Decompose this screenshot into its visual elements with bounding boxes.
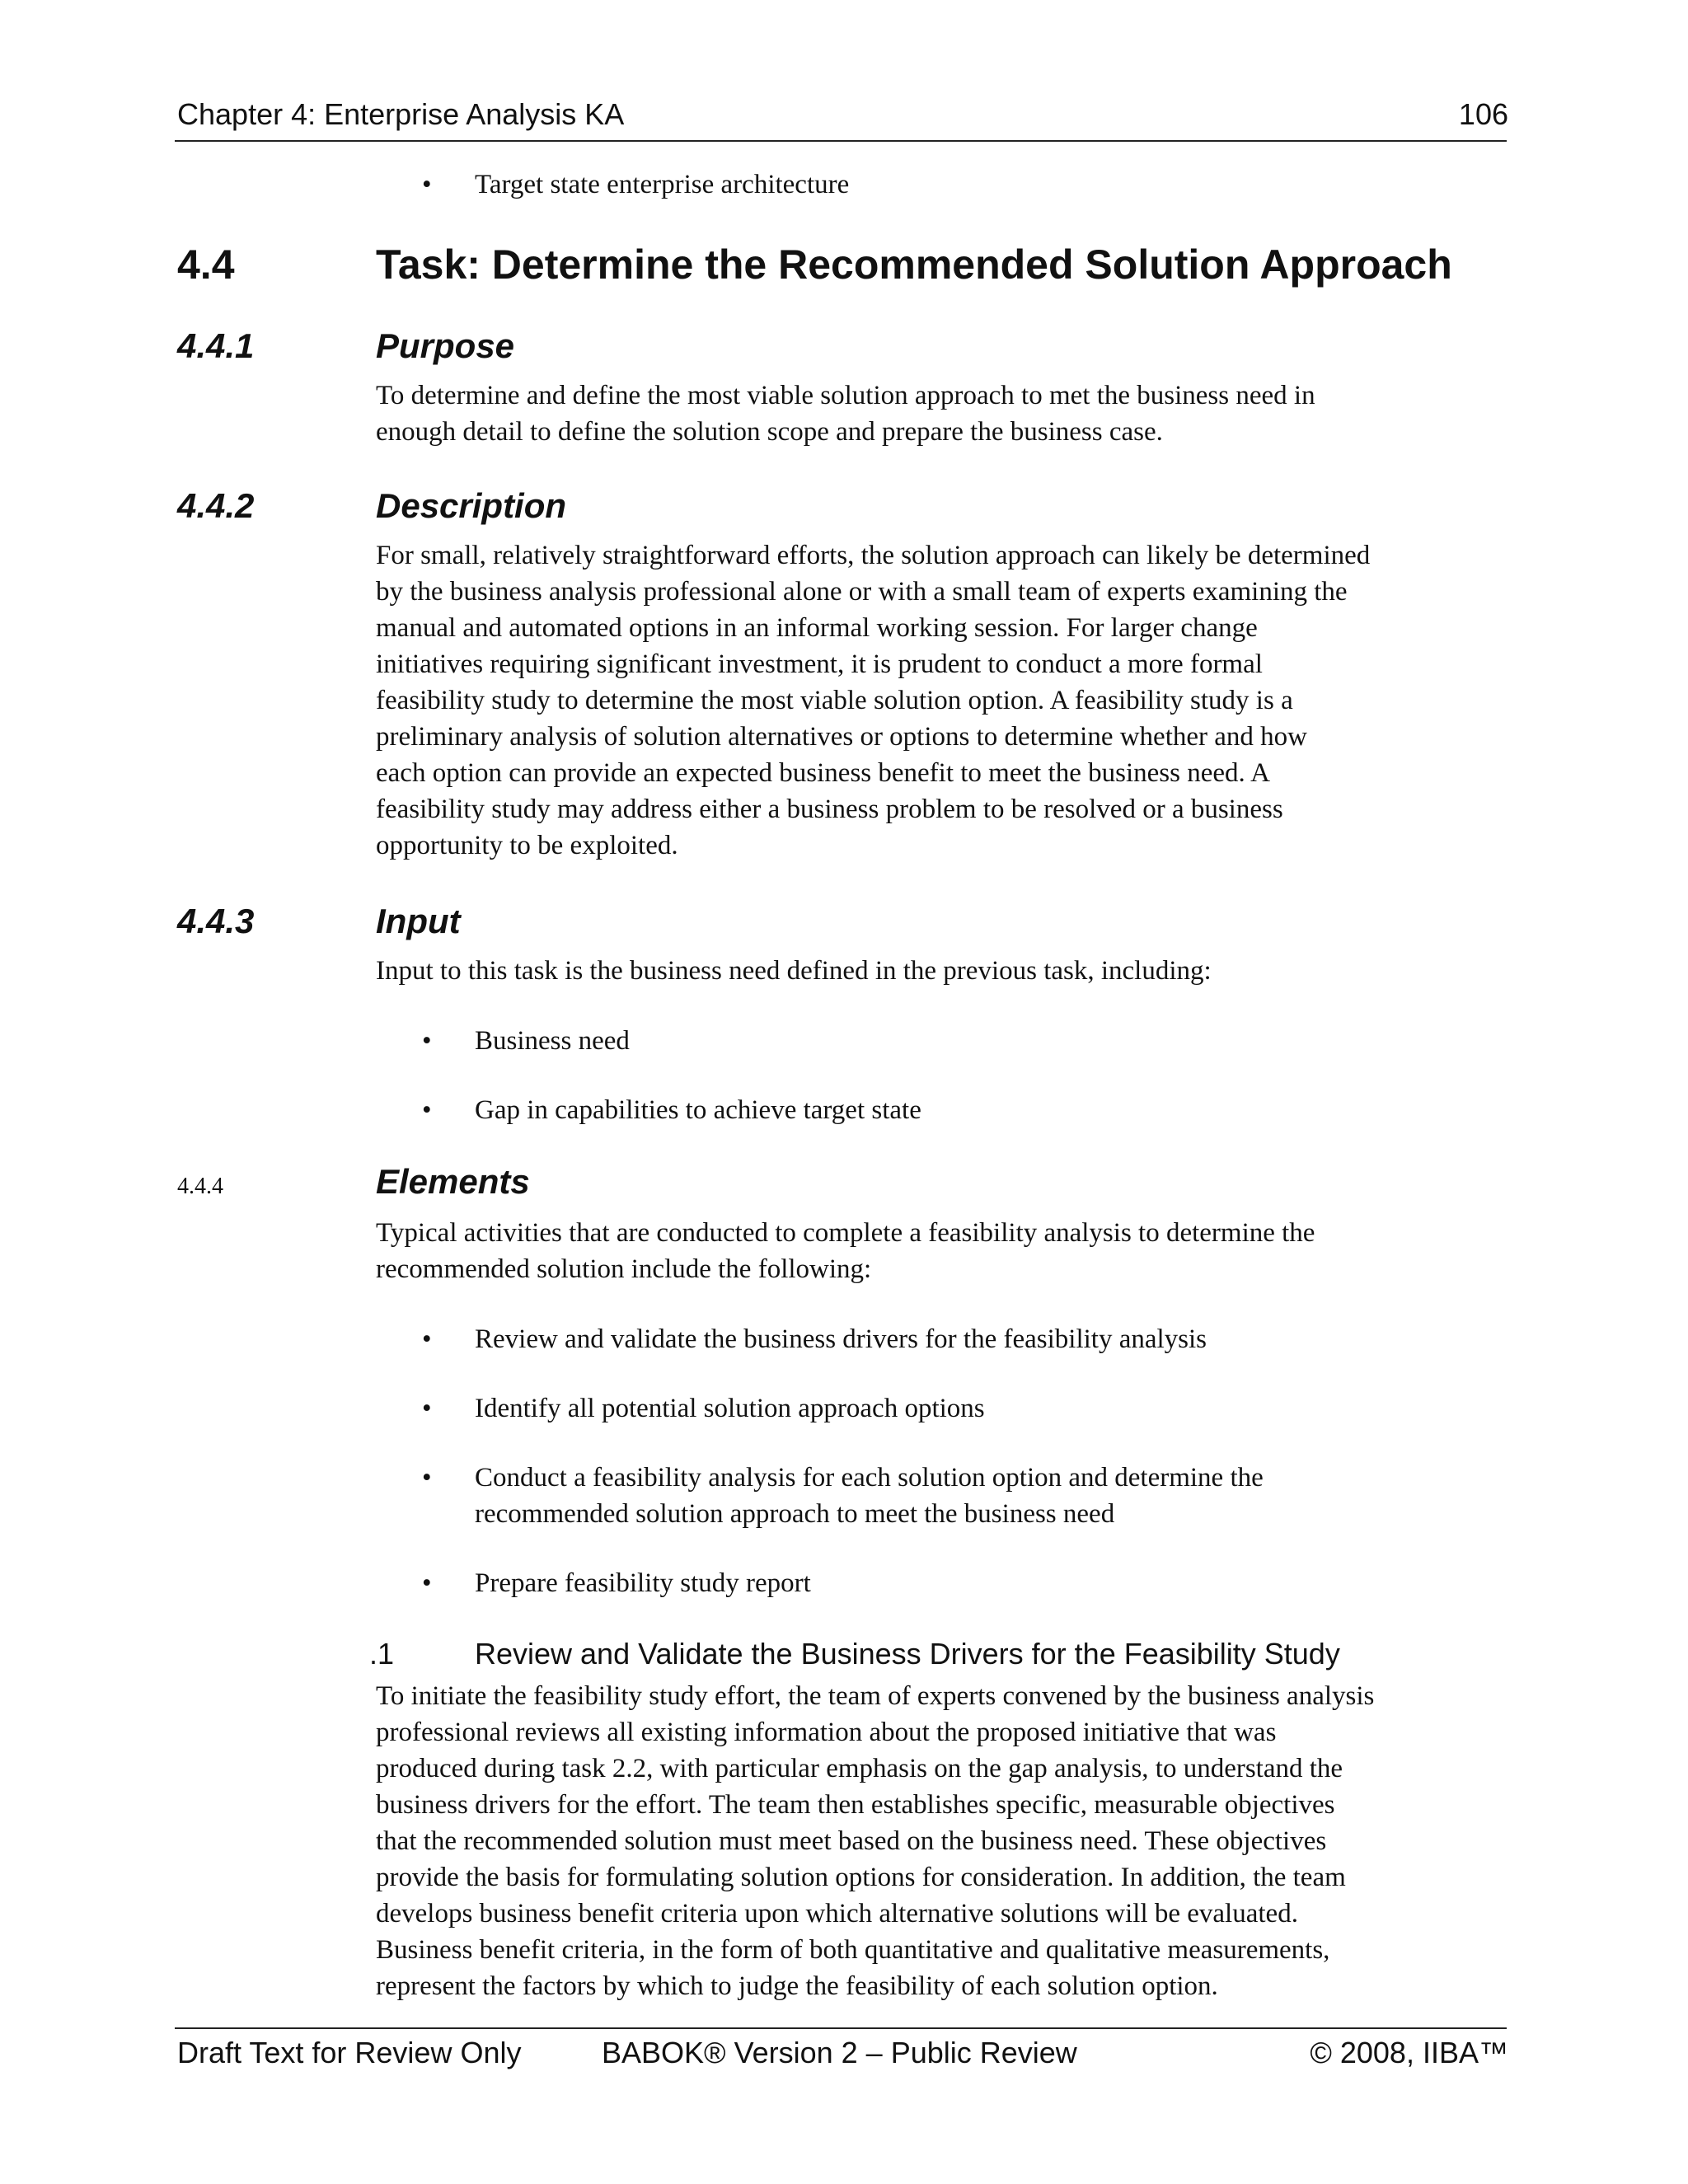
description-paragraph <box>376 537 1513 864</box>
subsection-number: .1 <box>369 1637 395 1671</box>
description-number: 4.4.2 <box>177 486 255 525</box>
running-header-title: Chapter 4: Enterprise Analysis KA <box>177 97 625 131</box>
text-line: To initiate the feasibility study effort, the team of experts convened by the business analysis <box>376 1681 1375 1711</box>
text-line: initiatives requiring significant investment, it is prudent to conduct a more formal <box>376 649 1263 679</box>
text-line: represent the factors by which to judge the feasibility of each solution option. <box>376 1971 1218 2001</box>
text-line: For small, relatively straightforward efforts, the solution approach can likely be determined <box>376 541 1371 570</box>
list-item: Prepare feasibility study report <box>475 1568 811 1598</box>
input-heading: Input <box>376 902 461 940</box>
input-intro: Input to this task is the business need defined in the previous task, including: <box>376 956 1212 986</box>
text-line: each option can provide an expected business benefit to meet the business need. A <box>376 758 1271 788</box>
bullet-marker: • <box>422 1026 432 1056</box>
subsection-paragraph <box>376 1678 1513 2004</box>
text-line: Typical activities that are conducted to complete a feasibility analysis to determine the <box>376 1218 1315 1248</box>
text-line: feasibility study to determine the most viable solution option. A feasibility study is a <box>376 686 1293 715</box>
list-item: Identify all potential solution approach options <box>475 1394 985 1423</box>
purpose-number: 4.4.1 <box>177 326 255 365</box>
bullet-marker: • <box>422 170 432 199</box>
list-item: Target state enterprise architecture <box>475 170 850 199</box>
text-line: recommended solution approach to meet the business need <box>475 1499 1115 1529</box>
text-line: develops business benefit criteria upon which alternative solutions will be evaluated. <box>376 1899 1298 1929</box>
text-line: To determine and define the most viable solution approach to met the business need in <box>376 381 1315 410</box>
header-rule <box>175 140 1507 142</box>
page-number: 106 <box>1458 97 1508 131</box>
text-line: preliminary analysis of solution alternatives or options to determine whether and how <box>376 722 1307 752</box>
text-line: professional reviews all existing information about the proposed initiative that was <box>376 1718 1277 1747</box>
section-number: 4.4 <box>177 241 235 288</box>
text-line: provide the basis for formulating solution options for consideration. In addition, the team <box>376 1863 1346 1892</box>
list-item <box>475 1460 1489 1532</box>
text-line: manual and automated options in an informal working session. For larger change <box>376 613 1258 643</box>
section-title: Task: Determine the Recommended Solution Approach <box>376 241 1452 288</box>
bullet-marker: • <box>422 1568 432 1598</box>
list-item: Business need <box>475 1026 630 1056</box>
text-line: business drivers for the effort. The team then establishes specific, measurable objectives <box>376 1790 1335 1820</box>
input-number: 4.4.3 <box>177 902 255 940</box>
purpose-heading: Purpose <box>376 326 515 365</box>
text-line: recommended solution include the following: <box>376 1254 872 1284</box>
text-line: Business benefit criteria, in the form of both quantitative and qualitative measurements, <box>376 1935 1330 1965</box>
bullet-marker: • <box>422 1324 432 1354</box>
text-line: that the recommended solution must meet based on the business need. These objectives <box>376 1826 1327 1856</box>
text-line: produced during task 2.2, with particular emphasis on the gap analysis, to understand the <box>376 1754 1343 1783</box>
text-line: feasibility study may address either a business problem to be resolved or a business <box>376 794 1283 824</box>
purpose-paragraph <box>376 377 1513 450</box>
bullet-marker: • <box>422 1095 432 1125</box>
elements-number: 4.4.4 <box>177 1174 223 1199</box>
footer-right: © 2008, IIBA™ <box>1310 2036 1508 2069</box>
bullet-marker: • <box>422 1394 432 1423</box>
list-item: Gap in capabilities to achieve target state <box>475 1095 921 1125</box>
text-line: Conduct a feasibility analysis for each solution option and determine the <box>475 1463 1264 1493</box>
footer-rule <box>175 2027 1507 2029</box>
elements-heading: Elements <box>376 1162 530 1201</box>
bullet-marker: • <box>422 1463 432 1493</box>
elements-intro <box>376 1215 1513 1287</box>
footer-center: BABOK® Version 2 – Public Review <box>602 2036 1077 2069</box>
text-line: opportunity to be exploited. <box>376 831 678 860</box>
description-heading: Description <box>376 486 567 525</box>
text-line: enough detail to define the solution scope and prepare the business case. <box>376 417 1163 447</box>
list-item: Review and validate the business drivers for the feasibility analysis <box>475 1324 1207 1354</box>
subsection-heading: Review and Validate the Business Drivers for the Feasibility Study <box>475 1637 1340 1671</box>
footer-left: Draft Text for Review Only <box>177 2036 522 2069</box>
text-line: by the business analysis professional alone or with a small team of experts examining the <box>376 577 1348 607</box>
